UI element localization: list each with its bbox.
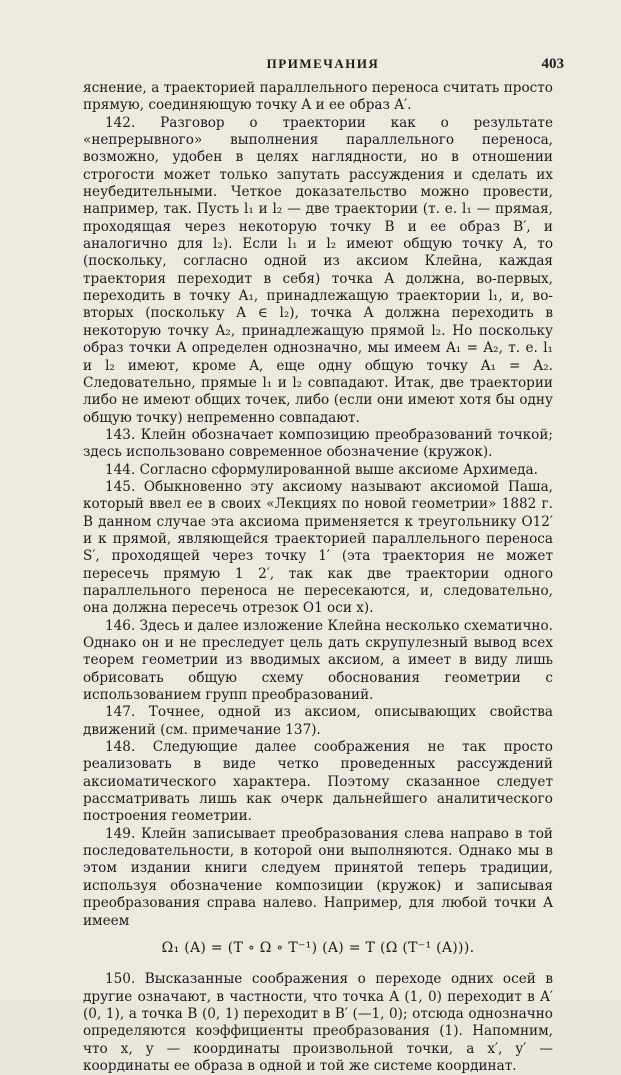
- note-142: 142. Разговор о траектории как о результате «непрерывного» выполнения параллельного переноса, возможно, удобен в целях наглядности, но в отношении строгости может только запутать рассуждения и сделать их неубедительными. Четкое доказательство можно провести, например, так. Пусть l₁ и l₂ — две траектории (т. е. l₁ — прямая, проходящая через некоторую точку B и ее образ B′, и аналогично для l₂). Если l₁ и l₂ имеют общую точку A, то (поскольку, согласно одной из аксиом Клейна, каждая траектория переходит в себя) точка A должна, во-первых, переходить в точку A₁, принадлежащую траектории l₁, и, во-вторых (поскольку A ∈ l₂), точка A должна переходить в некоторую точку A₂, принадлежащую прямой l₂. Но поскольку образ точки A определен однозначно, мы имеем A₁ = A₂, т. е. l₁ и l₂ имеют, кроме A, еще одну общую точку A₁ = A₂. Следовательно, прямые l₁ и l₂ совпадают. Итак, две траектории либо не имеют общих точек, либо (если они имеют хотя бы одну общую точку) непременно совпадают.: [83, 114, 553, 426]
- page-header: [82, 56, 564, 78]
- note-149: 149. Клейн записывает преобразования слева направо в той последовательности, в которой они выполняются. Однако мы в этом издании книги следуем принятой теперь традиции, используя обозначение композиции (кружок) и записывая преобразования справа налево. Например, для любой точки A имеем: [83, 825, 553, 929]
- notes-body: [83, 80, 553, 1075]
- composition-formula: Ω₁ (A) = (T ∘ Ω ∘ T⁻¹) (A) = T (Ω (T⁻¹ (A))).: [161, 939, 475, 956]
- note-143: 143. Клейн обозначает композицию преобразований точкой; здесь использовано современное обозначение (кружок).: [83, 426, 553, 461]
- note-145: 145. Обыкновенно эту аксиому называют аксиомой Паша, который ввел ее в своих «Лекциях по новой геометрии» 1882 г. В данном случае эта аксиома применяется к треугольнику O12′ и к прямой, являющейся траекторией параллельного переноса S′, проходящей через точку 1′ (эта траектория не может пересечь прямую 1 2′, так как две траектории одного параллельного переноса не пересекаются, и, следовательно, она должна пересечь отрезок O1 оси x).: [83, 478, 553, 617]
- note-150: 150. Высказанные соображения о переходе одних осей в другие означают, в частности, что точка A (1, 0) переходит в A′ (0, 1), а точка B (0, 1) переходит в B′ (—1, 0); отсюда однозначно определяются коэффициенты преобразования (1). Напомним, что x, y — координаты произвольной точки, а x′, y′ — координаты ее образа в одной и той же системе координат.: [83, 971, 553, 1074]
- note-141-continuation: яснение, а траекторией параллельного переноса считать просто прямую, соединяющую точку A и ее образ A′.: [83, 80, 553, 114]
- note-146: 146. Здесь и далее изложение Клейна несколько схематично. Однако он и не преследует цель дать скрупулезный вывод всех теорем геометрии из вводимых аксиом, а имеет в виду лишь обрисовать общую схему обоснования геометрии с использованием групп преобразований.: [83, 617, 553, 704]
- note-148: 148. Следующие далее соображения не так просто реализовать в виде четко проведенных рассуждений аксиоматического характера. Поэтому сказанное следует рассматривать лишь как очерк дальнейшего аналитического построения геометрии.: [83, 739, 553, 825]
- note-144: 144. Согласно сформулированной выше аксиоме Архимеда.: [105, 461, 538, 478]
- page-number: 403: [541, 56, 564, 72]
- note-147: 147. Точнее, одной из аксиом, описывающих свойства движений (см. примечание 137).: [83, 704, 553, 738]
- running-title: ПРИМЕЧАНИЯ: [266, 56, 380, 71]
